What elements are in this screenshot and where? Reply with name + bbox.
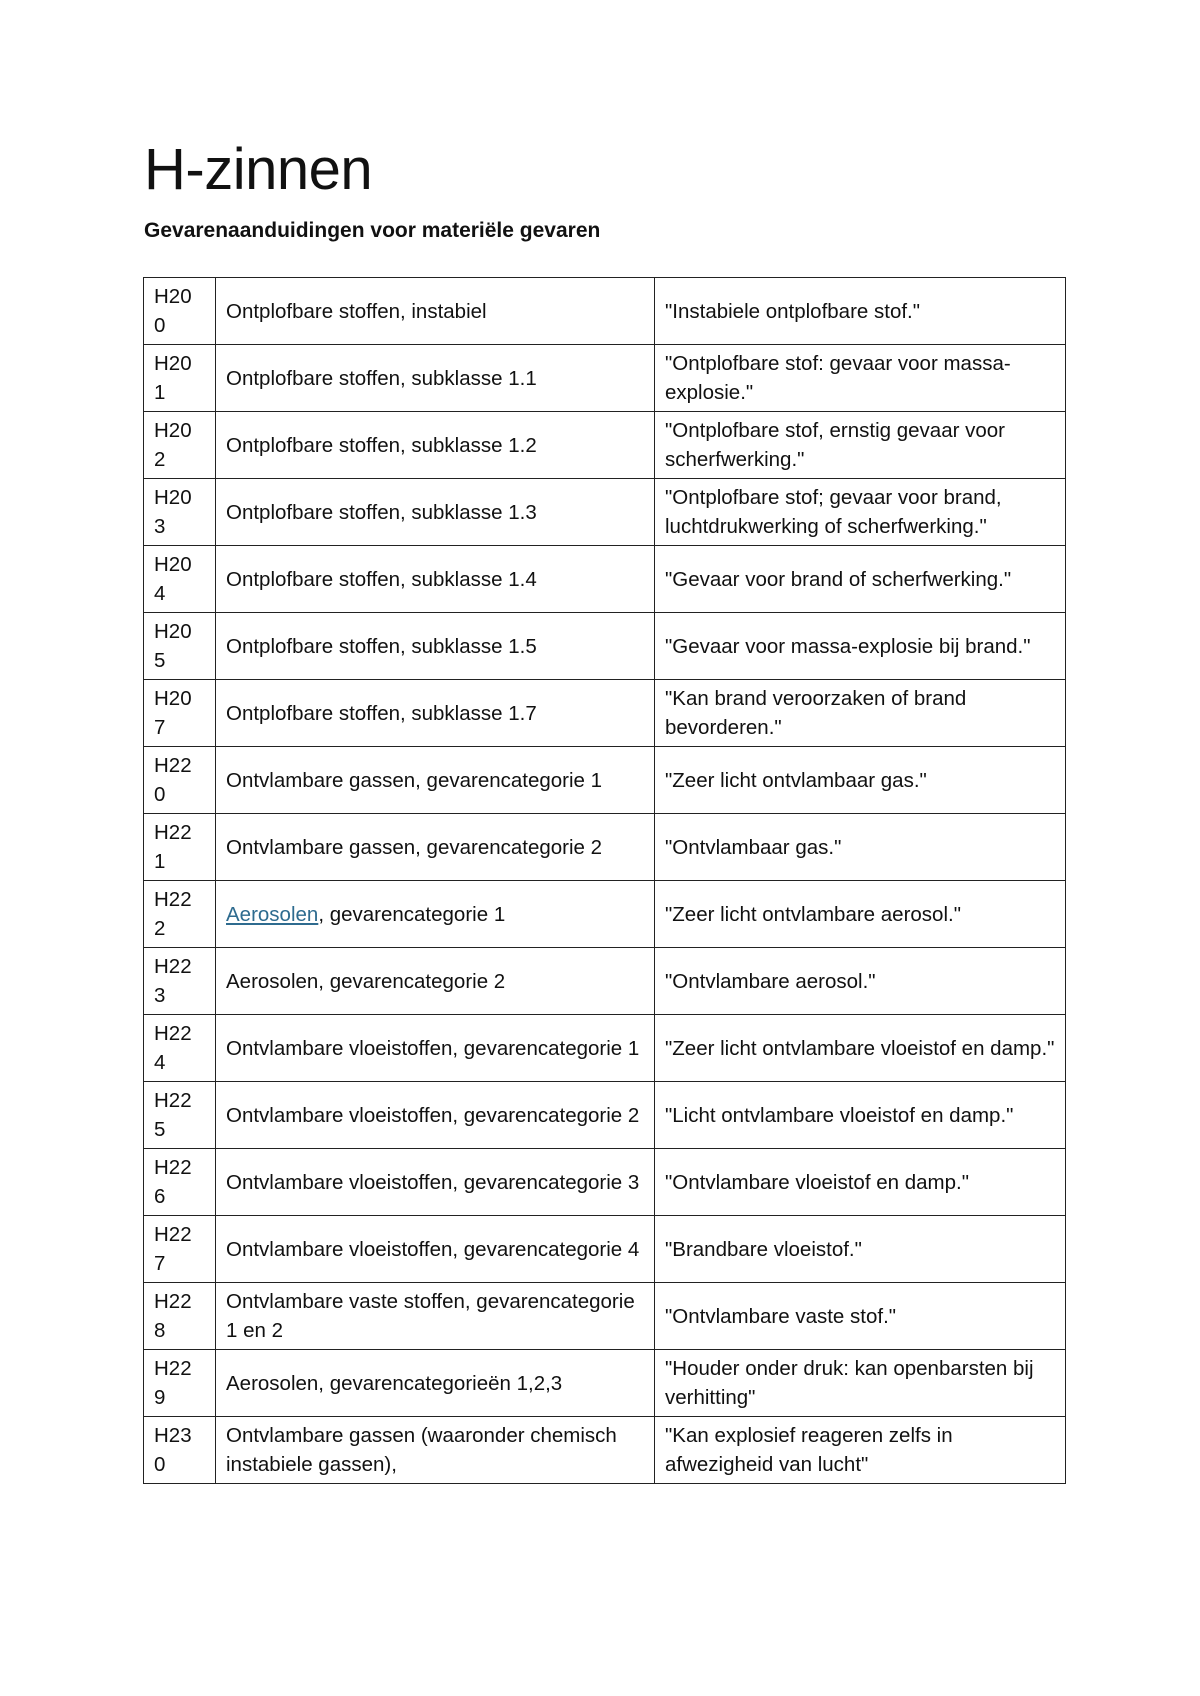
hazard-description: Ontvlambare vloeistoffen, gevarencategorie 1 (216, 1015, 655, 1082)
hazard-phrase: "Ontplofbare stof, ernstig gevaar voor scherfwerking." (655, 412, 1066, 479)
hazard-code: H23 0 (144, 1417, 216, 1484)
hazard-description: Ontplofbare stoffen, subklasse 1.4 (216, 546, 655, 613)
hazard-code: H22 3 (144, 948, 216, 1015)
hazard-code: H20 7 (144, 680, 216, 747)
hazard-phrase: "Kan brand veroorzaken of brand bevorderen." (655, 680, 1066, 747)
hazard-description: Ontvlambare gassen (waaronder chemisch instabiele gassen), (216, 1417, 655, 1484)
table-row (144, 814, 1066, 881)
hazard-description: Ontplofbare stoffen, subklasse 1.3 (216, 479, 655, 546)
hazard-code: H22 4 (144, 1015, 216, 1082)
hazard-code: H20 2 (144, 412, 216, 479)
table-row (144, 1015, 1066, 1082)
hazard-phrase: "Ontplofbare stof; gevaar voor brand, luchtdrukwerking of scherfwerking." (655, 479, 1066, 546)
hazard-code: H22 0 (144, 747, 216, 814)
hazard-description: Ontplofbare stoffen, subklasse 1.5 (216, 613, 655, 680)
hazard-description: Aerosolen, gevarencategorie 2 (216, 948, 655, 1015)
hazard-code: H22 9 (144, 1350, 216, 1417)
hazard-phrase: "Ontvlambare vaste stof." (655, 1283, 1066, 1350)
hazard-description: Ontplofbare stoffen, subklasse 1.2 (216, 412, 655, 479)
hazard-phrase: "Instabiele ontplofbare stof." (655, 278, 1066, 345)
hazard-phrase: "Licht ontvlambare vloeistof en damp." (655, 1082, 1066, 1149)
hazard-code: H22 1 (144, 814, 216, 881)
table-row (144, 1082, 1066, 1149)
hazard-code: H22 6 (144, 1149, 216, 1216)
hazard-phrase: "Zeer licht ontvlambare vloeistof en damp." (655, 1015, 1066, 1082)
hazard-code: H20 5 (144, 613, 216, 680)
hazard-description: Ontvlambare vloeistoffen, gevarencategorie 4 (216, 1216, 655, 1283)
hazard-code: H22 5 (144, 1082, 216, 1149)
page-title: H-zinnen (144, 137, 373, 202)
hazard-code: H20 1 (144, 345, 216, 412)
table-row (144, 1283, 1066, 1350)
table-row (144, 680, 1066, 747)
hazard-code: H20 0 (144, 278, 216, 345)
hazard-description: Ontvlambare gassen, gevarencategorie 2 (216, 814, 655, 881)
hazard-phrase: "Zeer licht ontvlambaar gas." (655, 747, 1066, 814)
hazard-description: Ontvlambare vaste stoffen, gevarencategorie 1 en 2 (216, 1283, 655, 1350)
hazard-code: H22 8 (144, 1283, 216, 1350)
hazard-code: H20 4 (144, 546, 216, 613)
hazard-description: Ontplofbare stoffen, subklasse 1.7 (216, 680, 655, 747)
table-row (144, 881, 1066, 948)
table-row (144, 613, 1066, 680)
hazard-code: H20 3 (144, 479, 216, 546)
table-row (144, 1216, 1066, 1283)
hazard-description: Ontplofbare stoffen, subklasse 1.1 (216, 345, 655, 412)
hazard-description: Ontplofbare stoffen, instabiel (216, 278, 655, 345)
table-row (144, 479, 1066, 546)
table-row (144, 1350, 1066, 1417)
hazard-description: Aerosolen, gevarencategorie 1 (216, 881, 655, 948)
hazard-description: Aerosolen, gevarencategorieën 1,2,3 (216, 1350, 655, 1417)
hazard-phrase: "Zeer licht ontvlambare aerosol." (655, 881, 1066, 948)
hazard-phrase: "Ontplofbare stof: gevaar voor massa-explosie." (655, 345, 1066, 412)
hazard-description: Ontvlambare gassen, gevarencategorie 1 (216, 747, 655, 814)
hazard-phrase: "Kan explosief reageren zelfs in afwezigheid van lucht" (655, 1417, 1066, 1484)
hazard-phrase: "Gevaar voor massa-explosie bij brand." (655, 613, 1066, 680)
table-row (144, 1417, 1066, 1484)
hazard-description: Ontvlambare vloeistoffen, gevarencategorie 3 (216, 1149, 655, 1216)
hazard-code: H22 2 (144, 881, 216, 948)
aerosolen-link[interactable]: Aerosolen (226, 902, 319, 926)
table-row (144, 345, 1066, 412)
hazard-phrase: "Gevaar voor brand of scherfwerking." (655, 546, 1066, 613)
hazard-phrase: "Ontvlambaar gas." (655, 814, 1066, 881)
hazard-statements-table (143, 277, 1066, 1484)
table-row (144, 412, 1066, 479)
table-row (144, 1149, 1066, 1216)
table-row (144, 948, 1066, 1015)
hazard-phrase: "Ontvlambare vloeistof en damp." (655, 1149, 1066, 1216)
hazard-description: Ontvlambare vloeistoffen, gevarencategorie 2 (216, 1082, 655, 1149)
table-row (144, 546, 1066, 613)
hazard-phrase: "Ontvlambare aerosol." (655, 948, 1066, 1015)
page-subtitle: Gevarenaanduidingen voor materiële gevaren (144, 219, 601, 242)
hazard-code: H22 7 (144, 1216, 216, 1283)
table-row (144, 747, 1066, 814)
hazard-phrase: "Brandbare vloeistof." (655, 1216, 1066, 1283)
table-row (144, 278, 1066, 345)
hazard-phrase: "Houder onder druk: kan openbarsten bij verhitting" (655, 1350, 1066, 1417)
